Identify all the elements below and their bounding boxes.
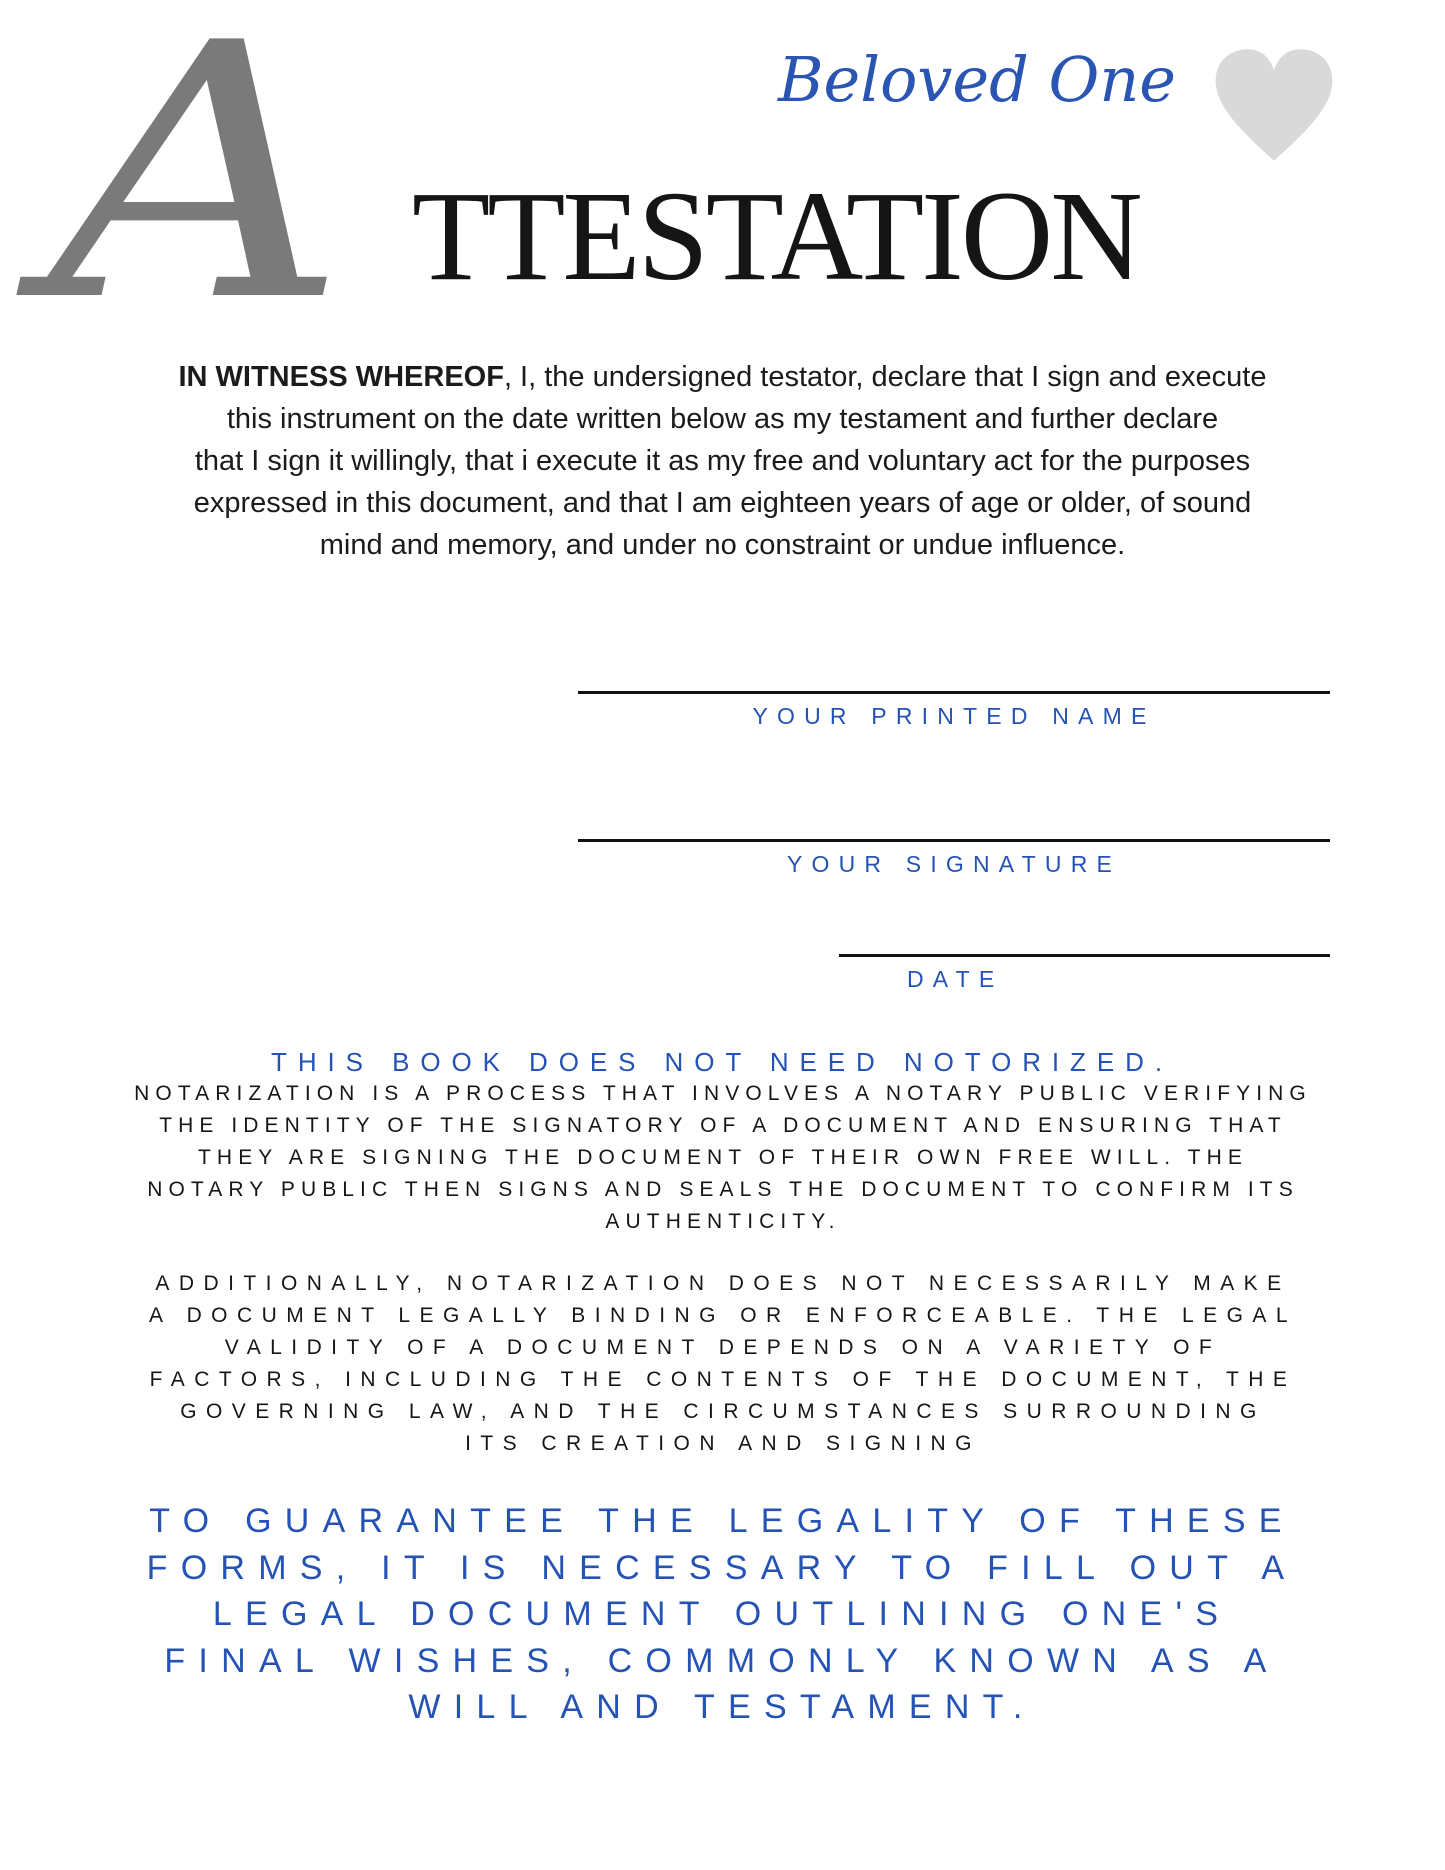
printed-name-label: YOUR PRINTED NAME xyxy=(752,703,1156,729)
signature-label: YOUR SIGNATURE xyxy=(786,851,1122,877)
text-line: THEY ARE SIGNING THE DOCUMENT OF THEIR OWN FREE WILL. THE xyxy=(198,1146,1248,1169)
text-line: FINAL WISHES, COMMONLY KNOWN AS A xyxy=(164,1641,1280,1680)
notary-paragraph-1 xyxy=(38,1078,1408,1238)
intro-first-line-rest: , I, the undersigned testator, declare that I sign and execute xyxy=(503,361,1267,393)
decorative-initial-a: A xyxy=(48,0,348,379)
signature-field xyxy=(578,839,1330,878)
text-line: LEGAL DOCUMENT OUTLINING ONE'S xyxy=(212,1595,1232,1633)
intro-lead: IN WITNESS WHEREOF xyxy=(178,361,504,393)
page-title: TTESTATION xyxy=(412,165,1140,307)
text-line: TO GUARANTEE THE LEGALITY OF THESE xyxy=(149,1502,1295,1540)
text-line: ITS CREATION AND SIGNING xyxy=(465,1432,981,1455)
text-line: FORMS, IT IS NECESSARY TO FILL OUT A xyxy=(146,1548,1298,1587)
heart-icon xyxy=(1206,44,1342,166)
printed-name-field xyxy=(578,691,1330,730)
date-label: DATE xyxy=(907,966,1004,992)
text-line: that I sign it willingly, that i execute it as my free and voluntary act for the purposes xyxy=(194,445,1251,477)
conclusion-paragraph xyxy=(52,1498,1392,1731)
notary-heading: THIS BOOK DOES NOT NEED NOTORIZED. xyxy=(271,1047,1173,1077)
text-line: GOVERNING LAW, AND THE CIRCUMSTANCES SURROUNDING xyxy=(180,1400,1266,1423)
text-line: AUTHENTICITY. xyxy=(605,1210,841,1233)
text-line: NOTARIZATION IS A PROCESS THAT INVOLVES A NOTARY PUBLIC VERIFYING xyxy=(134,1082,1312,1105)
brand-script: Beloved One xyxy=(778,43,1176,116)
intro-lines xyxy=(60,398,1385,566)
text-line: THE IDENTITY OF THE SIGNATORY OF A DOCUMENT AND ENSURING THAT xyxy=(159,1114,1287,1137)
text-line: WILL AND TESTAMENT. xyxy=(408,1688,1036,1726)
notary-paragraph-2 xyxy=(98,1268,1348,1460)
text-line: this instrument on the date written below as my testament and further declare xyxy=(226,403,1219,435)
text-line: mind and memory, and under no constraint or undue influence. xyxy=(319,529,1126,561)
text-line: NOTARY PUBLIC THEN SIGNS AND SEALS THE DOCUMENT TO CONFIRM ITS xyxy=(147,1178,1299,1201)
date-field xyxy=(839,954,1330,993)
text-line: A DOCUMENT LEGALLY BINDING OR ENFORCEABLE. THE LEGAL xyxy=(148,1304,1298,1327)
text-line: ADDITIONALLY, NOTARIZATION DOES NOT NECESSARILY MAKE xyxy=(155,1272,1291,1295)
text-line: FACTORS, INCLUDING THE CONTENTS OF THE DOCUMENT, THE xyxy=(149,1368,1297,1391)
attestation-statement xyxy=(60,356,1385,566)
text-line: expressed in this document, and that I am eighteen years of age or older, of sound xyxy=(193,487,1252,519)
text-line: VALIDITY OF A DOCUMENT DEPENDS ON A VARIETY OF xyxy=(224,1336,1222,1359)
